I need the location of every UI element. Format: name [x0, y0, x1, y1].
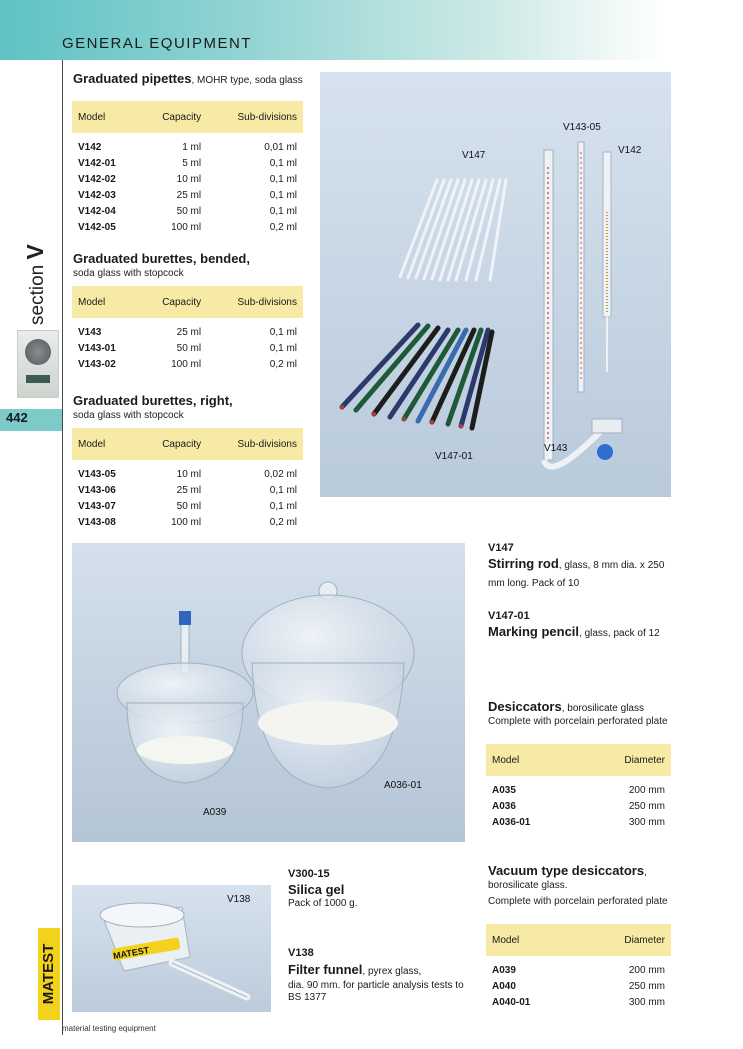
capacity-cell: 50 ml — [176, 205, 202, 217]
model-cell: V143-08 — [78, 516, 116, 528]
label-v143-05: V143-05 — [563, 122, 601, 133]
table-row — [72, 356, 303, 374]
vacuum-title-suffix: , — [644, 867, 647, 878]
table-header-row — [486, 744, 671, 776]
desiccators-title — [488, 699, 644, 714]
table-header-row — [486, 924, 671, 956]
diameter-cell: 250 mm — [628, 980, 665, 992]
label-v147-01: V147-01 — [435, 451, 473, 462]
table-row — [486, 798, 671, 814]
model-cell: V143-06 — [78, 484, 116, 496]
col-model: Model — [486, 924, 577, 956]
col-capacity: Capacity — [139, 101, 207, 133]
section-word: section — [27, 264, 48, 325]
capacity-cell: 5 ml — [182, 157, 202, 169]
burettes-right-table — [72, 428, 303, 532]
model-cell: V143 — [78, 326, 102, 338]
diameter-cell: 250 mm — [628, 800, 665, 812]
filter-funnel-name: Filter funnel — [288, 962, 363, 977]
stirring-rod-code: V147 — [488, 542, 514, 554]
diameter-cell: 200 mm — [628, 964, 665, 976]
glassware-photo — [320, 72, 671, 497]
pipettes-title-suffix: , MOHR type, soda glass — [191, 75, 303, 86]
silica-gel-block — [288, 868, 478, 909]
capacity-cell: 25 ml — [176, 189, 202, 201]
table-header-row — [72, 428, 303, 460]
model-cell: V142-02 — [78, 173, 116, 185]
model-cell: V143-02 — [78, 358, 116, 370]
marking-pencil-desc: , glass, pack of 12 — [579, 628, 660, 639]
table-header-row — [72, 101, 303, 133]
subdivision-cell: 0,1 ml — [269, 173, 297, 185]
model-cell: V142-01 — [78, 157, 116, 169]
marking-pencil-block — [488, 610, 678, 642]
subdivision-cell: 0,2 ml — [269, 358, 297, 370]
subdivision-cell: 0,1 ml — [269, 205, 297, 217]
label-a036-01: A036-01 — [384, 780, 422, 791]
filter-funnel-desc-2: dia. 90 mm. for particle analysis tests to — [288, 980, 464, 991]
vacuum-table — [486, 924, 671, 1012]
col-capacity: Capacity — [139, 286, 207, 318]
burettes-bended-table — [72, 286, 303, 374]
capacity-cell: 50 ml — [176, 342, 202, 354]
vacuum-subtitle-2: Complete with porcelain perforated plate — [488, 896, 668, 907]
filter-funnel-block — [288, 947, 478, 1003]
subdivision-cell: 0,1 ml — [269, 500, 297, 512]
label-v142: V142 — [618, 145, 642, 156]
burettes-bended-title: Graduated burettes, bended, — [73, 251, 250, 266]
capacity-cell: 100 ml — [171, 516, 202, 528]
table-row — [486, 994, 671, 1012]
model-cell: A039 — [492, 964, 516, 976]
model-cell: A036 — [492, 800, 516, 812]
marking-pencil-name: Marking pencil — [488, 624, 580, 639]
subdivision-cell: 0,1 ml — [269, 189, 297, 201]
filter-funnel-desc-3: BS 1377 — [288, 992, 327, 1003]
table-header-row — [72, 286, 303, 318]
capacity-cell: 100 ml — [171, 358, 202, 370]
funnel-photo — [72, 885, 271, 1012]
table-row — [486, 978, 671, 994]
burettes-right-title: Graduated burettes, right, — [73, 393, 233, 408]
funnel-logo-text: MATEST — [112, 944, 150, 962]
desiccators-photo — [72, 543, 465, 842]
model-cell: A035 — [492, 784, 516, 796]
matest-logo — [38, 928, 60, 1020]
model-cell: V143-01 — [78, 342, 116, 354]
subdivision-cell: 0,1 ml — [269, 326, 297, 338]
col-diameter: Diameter — [577, 744, 672, 776]
model-cell: V143-07 — [78, 500, 116, 512]
svg-text:MATEST: MATEST — [39, 943, 57, 1005]
desiccators-subtitle: Complete with porcelain perforated plate — [488, 716, 668, 727]
silica-gel-code: V300-15 — [288, 868, 330, 880]
capacity-cell: 50 ml — [176, 500, 202, 512]
page-number: 442 — [6, 410, 28, 425]
model-cell: A040 — [492, 980, 516, 992]
subdivision-cell: 0,2 ml — [269, 516, 297, 528]
capacity-cell: 10 ml — [176, 173, 202, 185]
table-row — [72, 171, 303, 187]
model-cell: V142-05 — [78, 221, 116, 233]
subdivision-cell: 0,1 ml — [269, 342, 297, 354]
divider-line — [62, 60, 63, 1035]
model-cell: A036-01 — [492, 816, 531, 828]
col-subdivisions: Sub-divisions — [207, 286, 303, 318]
silica-gel-name: Silica gel — [288, 882, 345, 897]
col-model: Model — [72, 101, 139, 133]
table-row — [72, 340, 303, 356]
section-letter: V — [22, 244, 48, 260]
diameter-cell: 300 mm — [628, 816, 665, 828]
col-capacity: Capacity — [139, 428, 207, 460]
burettes-bended-subtitle: soda glass with stopcock — [73, 268, 184, 279]
col-diameter: Diameter — [577, 924, 672, 956]
model-cell: V142-04 — [78, 205, 116, 217]
subdivision-cell: 0,01 ml — [264, 141, 297, 153]
stirring-rod-block — [488, 542, 678, 592]
table-row — [486, 956, 671, 978]
stirring-rod-desc: , glass, 8 mm dia. x 250 mm long. Pack of 10 — [488, 560, 665, 589]
diameter-cell: 200 mm — [628, 784, 665, 796]
desiccators-table — [486, 744, 671, 832]
table-row — [72, 219, 303, 237]
vacuum-title — [488, 863, 647, 878]
pipettes-title — [73, 71, 303, 86]
label-v147: V147 — [462, 150, 486, 161]
col-subdivisions: Sub-divisions — [207, 101, 303, 133]
capacity-cell: 25 ml — [176, 326, 202, 338]
page-title: GENERAL EQUIPMENT — [62, 35, 252, 52]
silica-gel-desc: Pack of 1000 g. — [288, 898, 358, 909]
subdivision-cell: 0,02 ml — [264, 468, 297, 480]
footer-text: material testing equipment — [62, 1024, 156, 1033]
label-v143: V143 — [544, 443, 568, 454]
diameter-cell: 300 mm — [628, 996, 665, 1008]
label-a039: A039 — [203, 807, 227, 818]
subdivision-cell: 0,1 ml — [269, 484, 297, 496]
model-cell: V142 — [78, 141, 102, 153]
marking-pencil-code: V147-01 — [488, 610, 530, 622]
table-row — [72, 318, 303, 340]
balance-thumbnail — [17, 330, 59, 398]
col-model: Model — [72, 428, 139, 460]
table-row — [72, 498, 303, 514]
col-model: Model — [486, 744, 577, 776]
desiccators-title-main: Desiccators — [488, 699, 562, 714]
vacuum-title-main: Vacuum type desiccators — [488, 863, 645, 878]
table-row — [72, 203, 303, 219]
pipettes-table — [72, 101, 303, 237]
filter-funnel-code: V138 — [288, 947, 314, 959]
table-row — [72, 133, 303, 155]
capacity-cell: 10 ml — [176, 468, 202, 480]
subdivision-cell: 0,1 ml — [269, 157, 297, 169]
model-cell: V142-03 — [78, 189, 116, 201]
pipettes-title-main: Graduated pipettes — [73, 71, 192, 86]
capacity-cell: 1 ml — [182, 141, 202, 153]
table-row — [486, 776, 671, 798]
burettes-right-subtitle: soda glass with stopcock — [73, 410, 184, 421]
table-row — [72, 514, 303, 532]
table-row — [72, 482, 303, 498]
desiccators-title-suffix: , borosilicate glass — [561, 703, 644, 714]
section-label — [22, 244, 48, 325]
label-v138: V138 — [227, 894, 251, 905]
subdivision-cell: 0,2 ml — [269, 221, 297, 233]
table-row — [486, 814, 671, 832]
table-row — [72, 460, 303, 482]
vacuum-subtitle-1: borosilicate glass. — [488, 880, 568, 891]
capacity-cell: 100 ml — [171, 221, 202, 233]
table-row — [72, 187, 303, 203]
stirring-rod-name: Stirring rod — [488, 556, 559, 571]
model-cell: A040-01 — [492, 996, 531, 1008]
col-subdivisions: Sub-divisions — [207, 428, 303, 460]
filter-funnel-desc: , pyrex glass, — [362, 966, 422, 977]
model-cell: V143-05 — [78, 468, 116, 480]
table-row — [72, 155, 303, 171]
capacity-cell: 25 ml — [176, 484, 202, 496]
col-model: Model — [72, 286, 139, 318]
